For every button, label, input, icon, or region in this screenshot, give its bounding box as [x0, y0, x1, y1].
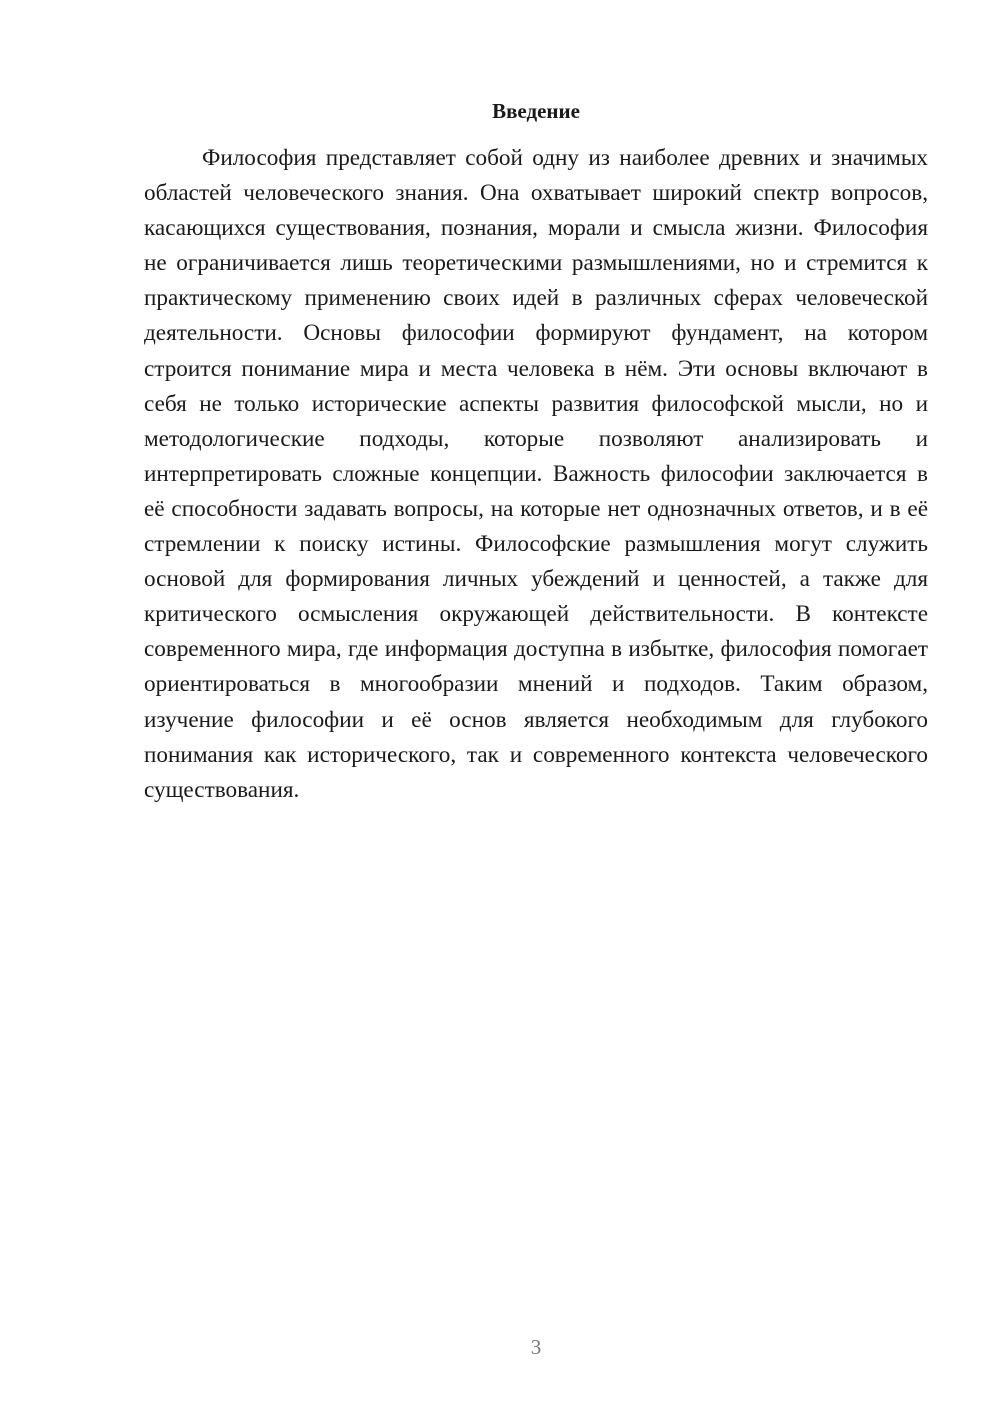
body-paragraph: Философия представляет собой одну из наиболее древних и значимых областей человеческого знания. Она охватывает широкий спектр вопросов, касающихся существования, познания, морали и смысла жизни. Философия не ограничивается лишь теоретическими размышлениями, но и стремится к практическому применению своих идей в различных сферах человеческой деятельности. Основы философии формируют фундамент, на котором строится понимание мира и места человека в нём. Эти основы включают в себя не только исторические аспекты развития философской мысли, но и методологические подходы, которые позволяют анализировать и интерпретировать сложные концепции. Важность философии заключается в её способности задавать вопросы, на которые нет однозначных ответов, и в её стремлении к поиску истины. Философские размышления могут служить основой для формирования личных убеждений и ценностей, а также для критического осмысления окружающей действительности. В контексте современного мира, где информация доступна в избытке, философия помогает ориентироваться в многообразии мнений и подходов. Таким образом, изучение философии и её основ является необходимым для глубокого понимания как исторического, так и современного контекста человеческого существования.: [144, 145, 928, 803]
section-heading: Введение: [492, 99, 580, 123]
page-number: 3: [530, 1335, 542, 1359]
